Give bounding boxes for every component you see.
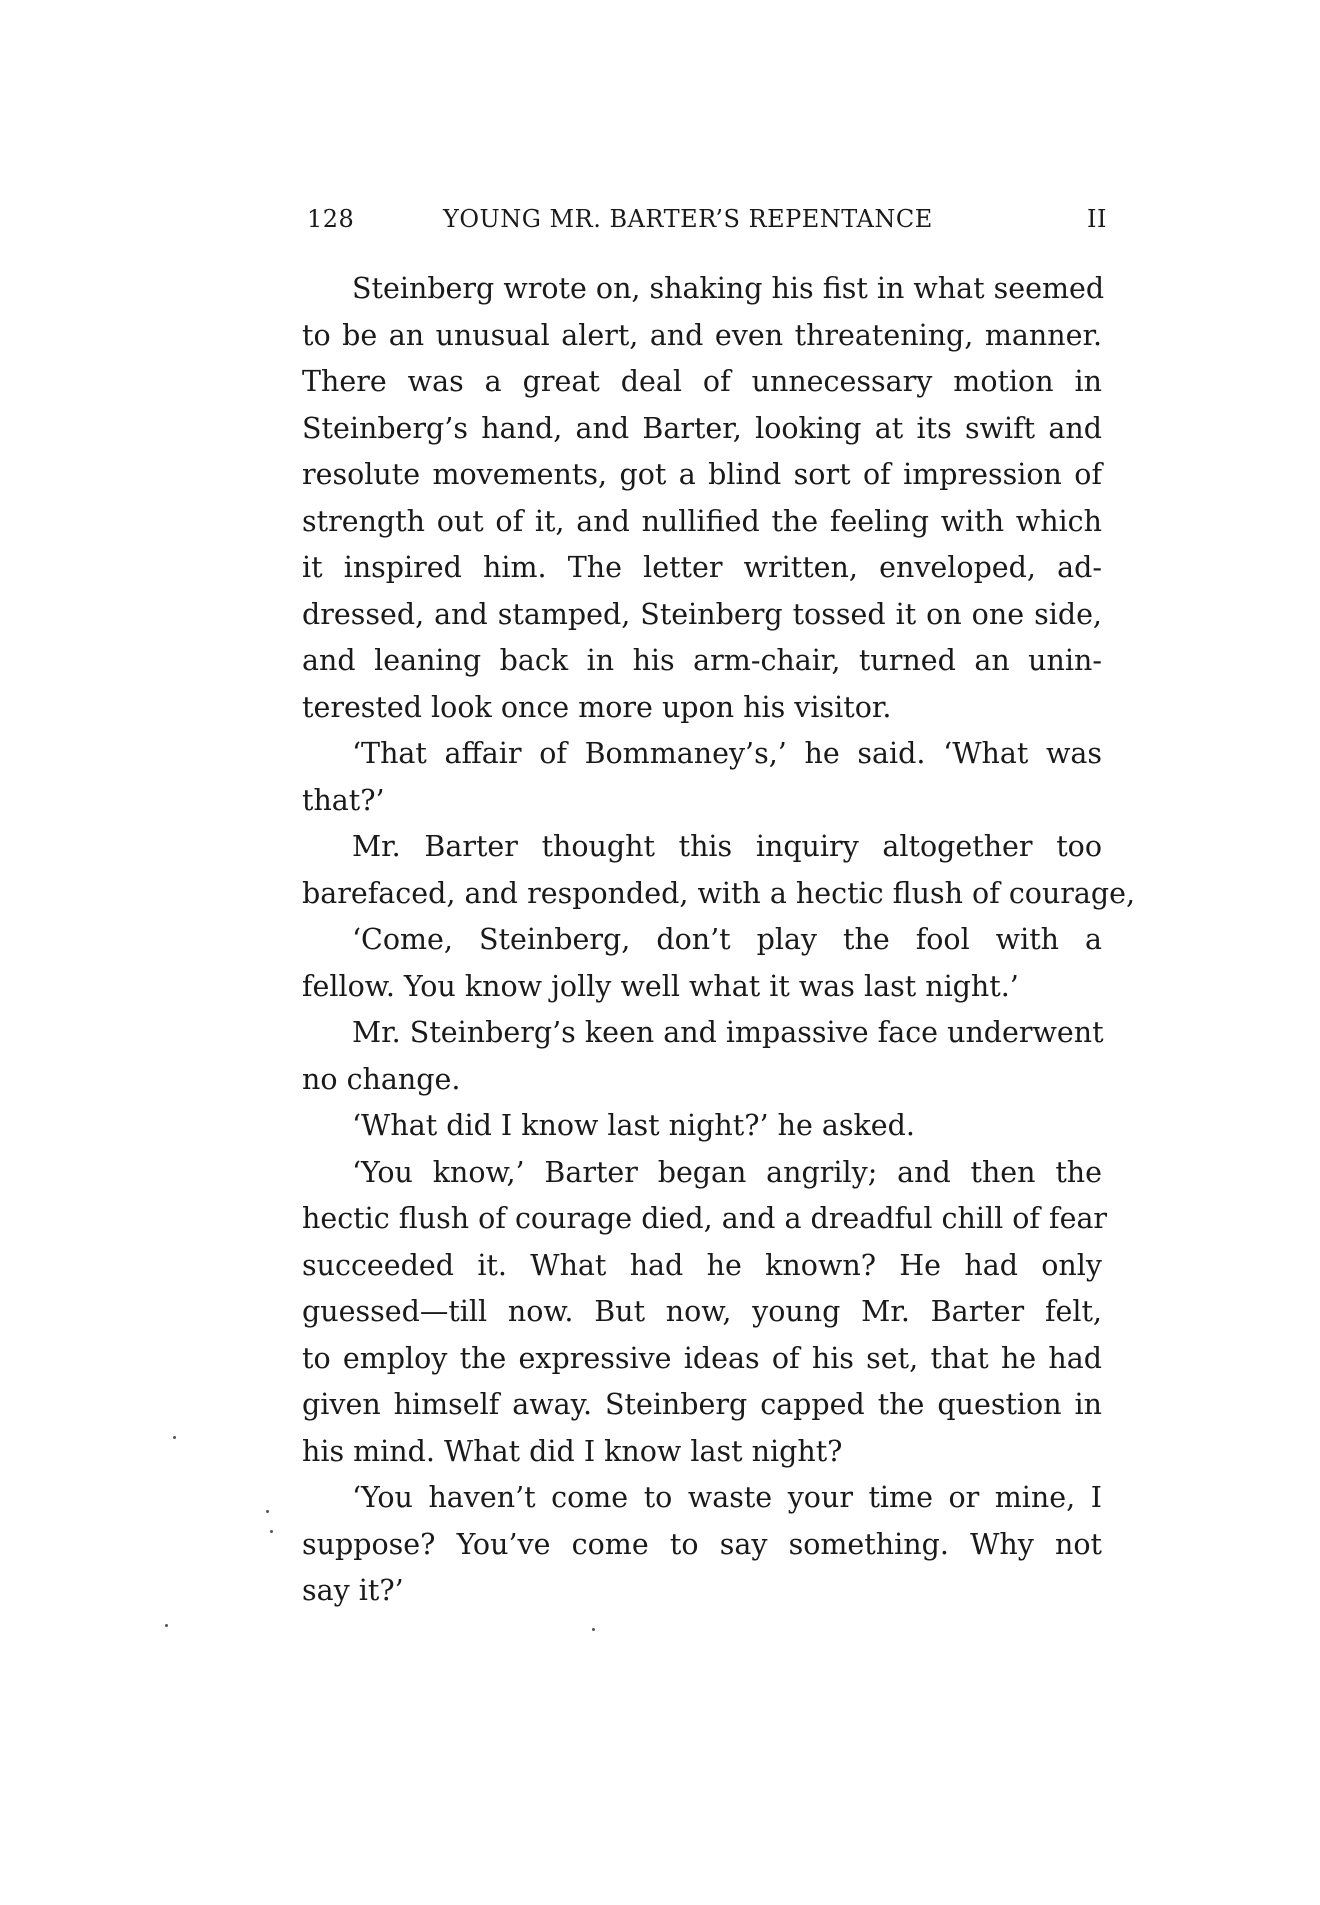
- text-line: his mind. What did I know last night?: [302, 1434, 843, 1468]
- body-text: [302, 266, 1136, 1615]
- chapter-number: II: [1087, 205, 1107, 233]
- text-line: guessed—till now. But now, young Mr. Barter felt,: [302, 1295, 1102, 1328]
- text-line: Mr. Steinberg’s keen and impassive face underwent: [352, 1016, 1104, 1049]
- running-head: [307, 205, 1107, 241]
- text-line: ‘That affair of Bommaney’s,’ he said. ‘What was: [352, 737, 1102, 770]
- text-line: to be an unusual alert, and even threatening, manner.: [302, 318, 1102, 352]
- text-line: fellow. You know jolly well what it was last night.’: [302, 969, 1019, 1003]
- text-line: dressed, and stamped, Steinberg tossed it on one side,: [302, 597, 1102, 631]
- text-line: given himself away. Steinberg capped the question in: [302, 1388, 1102, 1421]
- text-line: Steinberg wrote on, shaking his fist in what seemed: [352, 272, 1105, 305]
- text-line: no change.: [302, 1062, 461, 1096]
- text-line: terested look once more upon his visitor.: [302, 690, 892, 724]
- text-line: it inspired him. The letter written, enveloped, ad-: [302, 551, 1102, 584]
- running-title: YOUNG MR. BARTER’S REPENTANCE: [443, 205, 933, 233]
- text-line: succeeded it. What had he known? He had only: [302, 1248, 1102, 1282]
- text-line: and leaning back in his arm-chair, turned an unin-: [302, 644, 1102, 677]
- dust-speck: [592, 1628, 595, 1631]
- text-line: Steinberg’s hand, and Barter, looking at its swift and: [302, 411, 1102, 445]
- text-line: resolute movements, got a blind sort of impression of: [302, 458, 1102, 491]
- text-line: barefaced, and responded, with a hectic flush of courage,: [302, 876, 1136, 910]
- dust-speck: [266, 1510, 269, 1513]
- text-line: ‘You haven’t come to waste your time or mine, I: [352, 1481, 1102, 1514]
- dust-speck: [270, 1530, 273, 1533]
- dust-speck: [173, 1436, 176, 1439]
- text-line: ‘What did I know last night?’ he asked.: [352, 1109, 915, 1142]
- dust-speck: [165, 1624, 168, 1627]
- text-line: ‘You know,’ Barter began angrily; and then the: [352, 1155, 1102, 1189]
- text-line: strength out of it, and nullified the feeling with which: [302, 504, 1102, 538]
- text-line: that?’: [302, 783, 385, 817]
- text-line: to employ the expressive ideas of his set, that he had: [302, 1341, 1102, 1375]
- text-line: hectic flush of courage died, and a dreadful chill of fear: [302, 1202, 1108, 1235]
- text-line: say it?’: [302, 1574, 404, 1607]
- text-line: There was a great deal of unnecessary motion in: [302, 365, 1102, 398]
- text-line: Mr. Barter thought this inquiry altogether too: [352, 830, 1102, 863]
- text-line: suppose? You’ve come to say something. Why not: [302, 1527, 1102, 1561]
- text-line: ‘Come, Steinberg, don’t play the fool with a: [352, 923, 1102, 956]
- page-number: 128: [307, 205, 355, 233]
